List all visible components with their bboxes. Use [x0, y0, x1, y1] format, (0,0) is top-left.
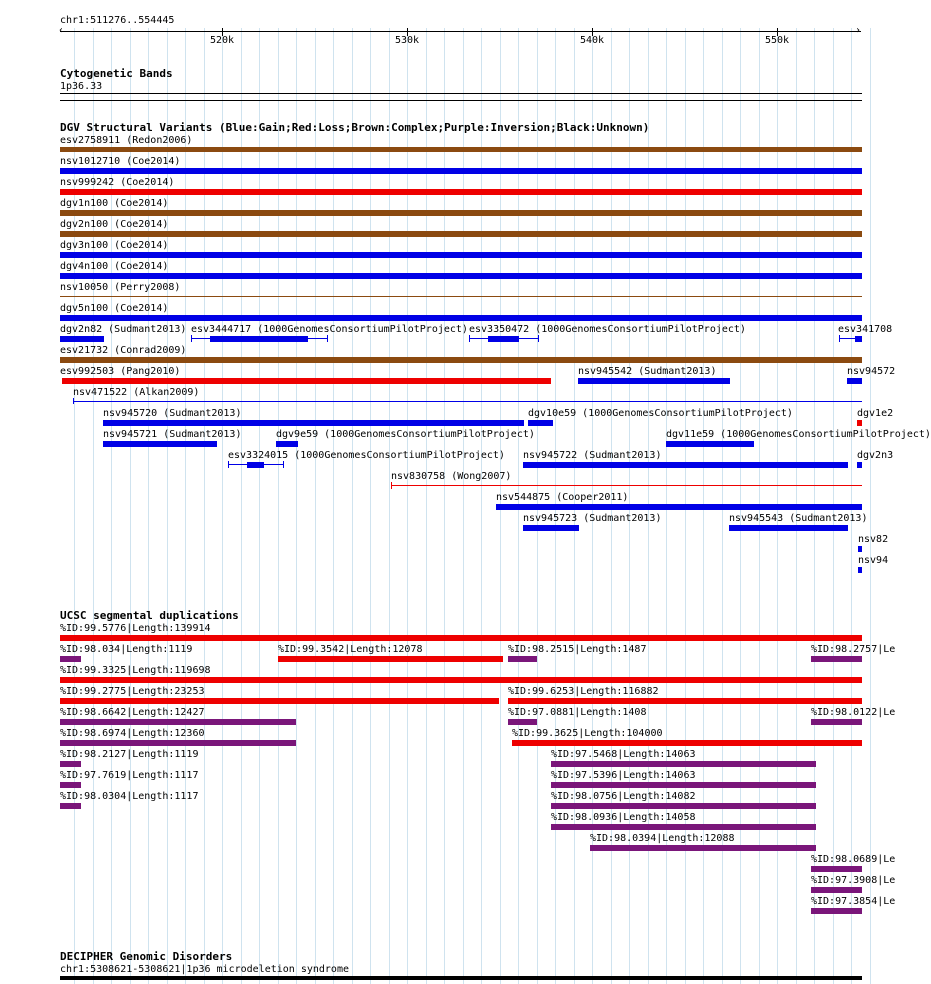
segdup-bar[interactable]: [60, 698, 499, 704]
segdup-label[interactable]: %ID:98.0304|Length:1117: [60, 791, 199, 802]
variant-bar[interactable]: [857, 420, 862, 426]
segdup-bar[interactable]: [811, 866, 862, 872]
variant-bar[interactable]: [60, 315, 862, 321]
variant-label[interactable]: nsv830758 (Wong2007): [391, 471, 512, 482]
variant-label[interactable]: esv992503 (Pang2010): [60, 366, 181, 377]
segdup-label[interactable]: %ID:98.0394|Length:12088: [590, 833, 735, 844]
variant-bar[interactable]: [666, 441, 754, 447]
variant-bar-end: [538, 335, 539, 342]
variant-bar[interactable]: [62, 378, 551, 384]
variant-bar[interactable]: [858, 546, 862, 552]
segdup-bar[interactable]: [60, 740, 296, 746]
variant-label[interactable]: dgv10e59 (1000GenomesConsortiumPilotProject): [528, 408, 793, 419]
variant-bar[interactable]: [60, 252, 862, 258]
variant-bar[interactable]: [729, 525, 848, 531]
variant-bar[interactable]: [523, 462, 848, 468]
segdup-label[interactable]: %ID:98.2757|Le: [811, 644, 896, 655]
segdup-bar[interactable]: [60, 677, 862, 683]
segdup-bar[interactable]: [60, 761, 81, 767]
segdup-label[interactable]: %ID:99.3542|Length:12078: [278, 644, 423, 655]
ruler-axis: [60, 31, 861, 32]
variant-bar[interactable]: [103, 420, 524, 426]
variant-label[interactable]: esv21732 (Conrad2009): [60, 345, 187, 356]
variant-bar[interactable]: [60, 147, 862, 152]
ruler-location: chr1:511276..554445: [60, 15, 175, 26]
variant-bar-end: [191, 335, 192, 342]
segdup-bar[interactable]: [278, 656, 503, 662]
variant-label[interactable]: dgv2n3: [857, 450, 894, 461]
variant-label[interactable]: nsv471522 (Alkan2009): [73, 387, 200, 398]
segdup-label[interactable]: %ID:99.3325|Length:119698: [60, 665, 211, 676]
segdup-label[interactable]: %ID:97.5468|Length:14063: [551, 749, 696, 760]
variant-label[interactable]: dgv5n100 (Coe2014): [60, 303, 169, 314]
ruler-right-arrow-icon: ›: [855, 25, 862, 36]
variant-label[interactable]: esv341708: [838, 324, 893, 335]
dgv-track-title[interactable]: DGV Structural Variants (Blue:Gain;Red:Loss;Brown:Complex;Purple:Inversion;Black:Unknown): [60, 121, 650, 134]
segdup-label[interactable]: %ID:98.2127|Length:1119: [60, 749, 199, 760]
variant-bar[interactable]: [496, 504, 862, 510]
variant-bar[interactable]: [855, 336, 862, 342]
variant-bar[interactable]: [247, 462, 264, 468]
segdup-label[interactable]: %ID:98.0689|Le: [811, 854, 896, 865]
variant-label[interactable]: nsv1012710 (Coe2014): [60, 156, 181, 167]
variant-label[interactable]: nsv10050 (Perry2008): [60, 282, 181, 293]
variant-label[interactable]: dgv2n82 (Sudmant2013): [60, 324, 187, 335]
segdup-track-title[interactable]: UCSC segmental duplications: [60, 609, 239, 622]
variant-label[interactable]: dgv4n100 (Coe2014): [60, 261, 169, 272]
segdup-bar[interactable]: [508, 719, 537, 725]
segdup-label[interactable]: %ID:98.0756|Length:14082: [551, 791, 696, 802]
segdup-label[interactable]: %ID:98.0122|Le: [811, 707, 896, 718]
variant-bar[interactable]: [73, 401, 862, 402]
segdup-bar[interactable]: [508, 698, 862, 704]
cyto-band-box-bottom[interactable]: [60, 100, 862, 101]
variant-bar-end: [469, 335, 470, 342]
variant-label[interactable]: nsv82: [858, 534, 889, 545]
variant-label[interactable]: nsv544875 (Cooper2011): [496, 492, 629, 503]
variant-label[interactable]: dgv1n100 (Coe2014): [60, 198, 169, 209]
variant-bar-end: [327, 335, 328, 342]
segdup-bar[interactable]: [60, 803, 81, 809]
segdup-bar[interactable]: [60, 782, 81, 788]
variant-label[interactable]: nsv945722 (Sudmant2013): [523, 450, 662, 461]
variant-bar[interactable]: [60, 210, 862, 216]
variant-bar[interactable]: [857, 462, 862, 468]
segdup-bar[interactable]: [811, 908, 862, 914]
variant-label[interactable]: nsv945723 (Sudmant2013): [523, 513, 662, 524]
cyto-track-title[interactable]: Cytogenetic Bands: [60, 67, 173, 80]
segdup-label[interactable]: %ID:99.5776|Length:139914: [60, 623, 211, 634]
variant-label[interactable]: esv2758911 (Redon2006): [60, 135, 193, 146]
variant-label[interactable]: nsv94: [858, 555, 889, 566]
variant-label[interactable]: esv3444717 (1000GenomesConsortiumPilotProject): [191, 324, 468, 335]
variant-label[interactable]: nsv94572: [847, 366, 896, 377]
variant-bar[interactable]: [60, 168, 862, 174]
decipher-feature-bar[interactable]: [60, 976, 862, 980]
segdup-bar[interactable]: [811, 887, 862, 893]
variant-label[interactable]: nsv945542 (Sudmant2013): [578, 366, 717, 377]
cyto-band-box-top[interactable]: [60, 93, 862, 94]
segdup-label[interactable]: %ID:99.2775|Length:23253: [60, 686, 205, 697]
variant-label[interactable]: dgv1e2: [857, 408, 894, 419]
variant-label[interactable]: nsv999242 (Coe2014): [60, 177, 175, 188]
segdup-bar[interactable]: [551, 824, 816, 830]
variant-label[interactable]: nsv945543 (Sudmant2013): [729, 513, 868, 524]
variant-bar[interactable]: [391, 485, 862, 486]
ruler-tick-label: 540k: [580, 35, 605, 46]
segdup-label[interactable]: %ID:99.6253|Length:116882: [508, 686, 659, 697]
segdup-bar[interactable]: [551, 782, 816, 788]
variant-bar-end: [283, 461, 284, 468]
segdup-bar[interactable]: [512, 740, 862, 746]
variant-label[interactable]: dgv11e59 (1000GenomesConsortiumPilotProject): [666, 429, 931, 440]
variant-label[interactable]: dgv9e59 (1000GenomesConsortiumPilotProject): [276, 429, 535, 440]
decipher-track-title[interactable]: DECIPHER Genomic Disorders: [60, 950, 233, 963]
variant-bar[interactable]: [60, 231, 862, 237]
segdup-bar[interactable]: [551, 761, 816, 767]
variant-bar[interactable]: [488, 336, 519, 342]
variant-bar[interactable]: [847, 378, 862, 384]
variant-bar-end: [391, 482, 392, 489]
segdup-bar[interactable]: [590, 845, 816, 851]
variant-bar[interactable]: [276, 441, 298, 447]
segdup-bar[interactable]: [60, 719, 296, 725]
ruler-left-arrow-icon: ‹: [58, 25, 65, 36]
variant-bar[interactable]: [858, 567, 862, 573]
variant-bar[interactable]: [60, 273, 862, 279]
segdup-label[interactable]: %ID:98.6642|Length:12427: [60, 707, 205, 718]
variant-bar[interactable]: [523, 525, 579, 531]
variant-bar-end: [73, 398, 74, 404]
segdup-label[interactable]: %ID:98.034|Length:1119: [60, 644, 193, 655]
variant-bar[interactable]: [103, 441, 217, 447]
variant-label[interactable]: esv3350472 (1000GenomesConsortiumPilotProject): [469, 324, 746, 335]
variant-bar[interactable]: [60, 336, 104, 342]
variant-bar-end: [839, 335, 840, 342]
cyto-band-label: 1p36.33: [60, 81, 103, 92]
ruler-tick-label: 530k: [395, 35, 420, 46]
segdup-bar[interactable]: [811, 656, 862, 662]
segdup-label[interactable]: %ID:97.5396|Length:14063: [551, 770, 696, 781]
segdup-bar[interactable]: [508, 656, 537, 662]
segdup-bar[interactable]: [811, 719, 862, 725]
variant-label[interactable]: dgv3n100 (Coe2014): [60, 240, 169, 251]
ruler-tick-label: 520k: [210, 35, 235, 46]
variant-label[interactable]: nsv945721 (Sudmant2013): [103, 429, 242, 440]
segdup-label[interactable]: %ID:97.0881|Length:1408: [508, 707, 647, 718]
variant-bar[interactable]: [60, 296, 862, 297]
segdup-label[interactable]: %ID:97.7619|Length:1117: [60, 770, 199, 781]
segdup-label[interactable]: %ID:98.0936|Length:14058: [551, 812, 696, 823]
segdup-bar[interactable]: [551, 803, 816, 809]
variant-bar[interactable]: [578, 378, 730, 384]
segdup-label[interactable]: %ID:98.2515|Length:1487: [508, 644, 647, 655]
variant-bar[interactable]: [60, 357, 862, 363]
segdup-label[interactable]: %ID:97.3908|Le: [811, 875, 896, 886]
segdup-label[interactable]: %ID:99.3625|Length:104000: [512, 728, 663, 739]
segdup-label[interactable]: %ID:97.3854|Le: [811, 896, 896, 907]
variant-bar-end: [228, 461, 229, 468]
ruler-tick-label: 550k: [765, 35, 790, 46]
variant-bar[interactable]: [210, 336, 308, 342]
variant-label[interactable]: nsv945720 (Sudmant2013): [103, 408, 242, 419]
grid-line: [870, 28, 871, 984]
variant-bar[interactable]: [60, 189, 862, 195]
decipher-feature-label[interactable]: chr1:5308621-5308621|1p36 microdeletion syndrome: [60, 964, 349, 975]
variant-bar[interactable]: [528, 420, 553, 426]
variant-label[interactable]: dgv2n100 (Coe2014): [60, 219, 169, 230]
segdup-bar[interactable]: [60, 635, 862, 641]
segdup-bar[interactable]: [60, 656, 81, 662]
segdup-label[interactable]: %ID:98.6974|Length:12360: [60, 728, 205, 739]
variant-label[interactable]: esv3324015 (1000GenomesConsortiumPilotProject): [228, 450, 505, 461]
